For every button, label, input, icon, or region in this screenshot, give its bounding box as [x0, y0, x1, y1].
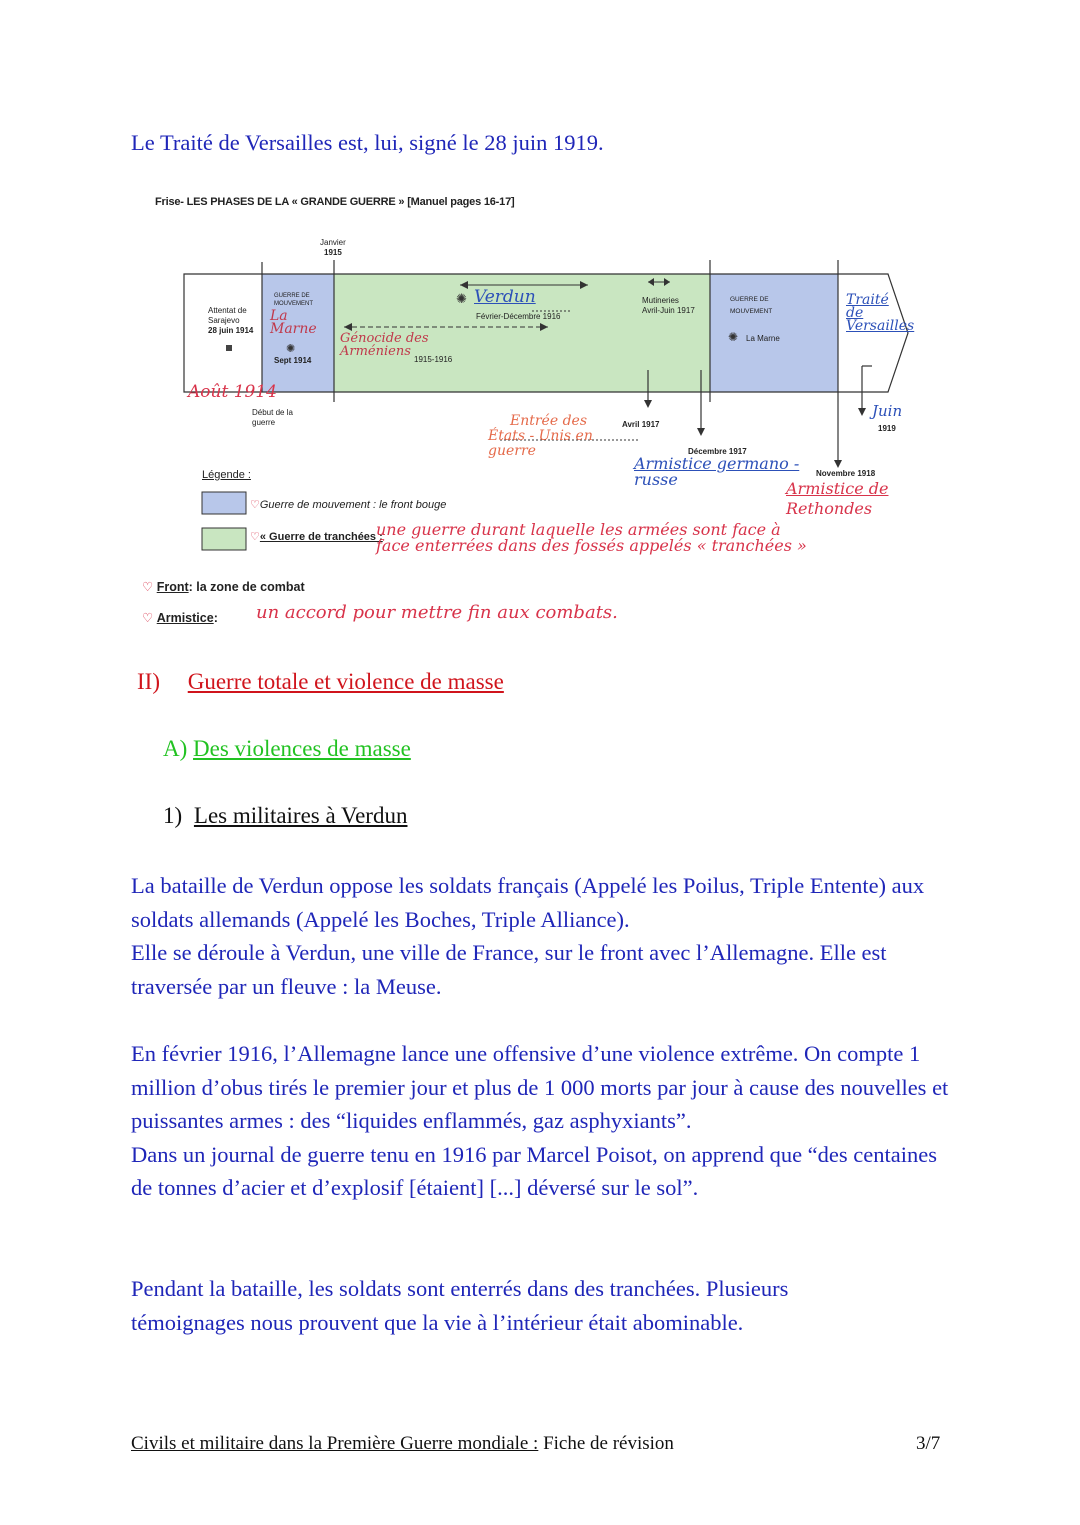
page-number: 3/7	[916, 1433, 941, 1454]
label-decembre-1917: Décembre 1917	[688, 447, 747, 456]
hand-aout-1914: Août 1914	[188, 382, 277, 402]
legend-box-tranchees	[202, 528, 246, 550]
legend-tranchees-label: ♡« Guerre de tranchées :	[250, 531, 383, 543]
explosion-icon: ✺	[728, 330, 739, 344]
heart-icon: ♡	[142, 611, 154, 625]
section-heading-a: A) Des violences de masse	[163, 736, 411, 761]
label-attentat: Attentat de Sarajevo 28 juin 1914	[208, 306, 254, 335]
heart-icon: ♡	[250, 499, 260, 511]
label-la-marne-2: La Marne	[746, 334, 780, 343]
hand-armistice-def: un accord pour mettre fin aux combats.	[256, 602, 618, 623]
section-heading-1: 1) Les militaires à Verdun	[163, 803, 408, 828]
intro-line: Le Traité de Versailles est, lui, signé le 28 juin 1919.	[131, 130, 604, 155]
hand-traite: Traité de Versailles	[846, 292, 915, 334]
hand-armistice-germano-russe: Armistice germano - russe	[634, 454, 800, 489]
label-guerre-mouvement-1: GUERRE DE MOUVEMENT	[274, 293, 313, 307]
label-guerre-mouvement-2: GUERRE DE MOUVEMENT	[730, 296, 773, 315]
label-mutineries: Mutineries Avril-Juin 1917	[642, 296, 695, 315]
legend-armistice: ♡ Armistice:	[142, 611, 218, 625]
hand-la-marne: La Marne	[270, 308, 317, 337]
hand-verdun: Verdun	[474, 287, 536, 307]
hand-genocide: Génocide des Arméniens	[340, 331, 429, 359]
explosion-icon: ✺	[456, 291, 467, 306]
paragraph-verdun-2: En février 1916, l’Allemagne lance une offensive d’une violence extrême. On compte 1 million d’obus tirés le premier jour et plus de 1 000 morts par jour à cause des nouvelles et puissantes armes : des “liquides enflammés, gaz asphyxiants”. Dans un journal de guerre tenu en 1916 par Marcel Poisot, on apprend que “des centaines de tonnes d’acier et d’explosif [étaient] [...] déversé sur le sol”.	[131, 1041, 949, 1200]
label-sept-1914: Sept 1914	[274, 356, 312, 365]
legend-box-mouvement	[202, 492, 246, 514]
hand-entree-etats-unis: Entrée des États - Unis en guerre	[488, 413, 593, 459]
label-genocide-dates: 1915-1916	[414, 355, 453, 364]
frise-title: Frise- LES PHASES DE LA « GRANDE GUERRE » [Manuel pages 16-17]	[155, 196, 515, 208]
explosion-icon: ✺	[286, 343, 296, 355]
paragraph-verdun-1: La bataille de Verdun oppose les soldats français (Appelé les Poilus, Triple Entente) aux soldats allemands (Appelé les Boches, Triple Alliance). Elle se déroule à Verdun, une ville de France, sur le front avec l’Allemagne. Elle est traversée par un fleuve : la Meuse.	[131, 873, 925, 999]
section-heading-2: II) Guerre totale et violence de masse	[137, 669, 504, 694]
hand-tranchees-def: une guerre durant laquelle les armées sont face à face enterrées dans des fossés appelés « tranchées »	[376, 520, 807, 555]
label-novembre-1918: Novembre 1918	[816, 469, 876, 478]
paragraph-verdun-3: Pendant la bataille, les soldats sont enterrés dans des tranchées. Plusieurs témoignages nous prouvent que la vie à l’intérieur était abominable.	[131, 1276, 789, 1335]
heart-icon: ♡	[250, 531, 260, 543]
footer: Civils et militaire dans la Première Guerre mondiale : Fiche de révision	[131, 1433, 674, 1454]
hand-armistice-rethondes: Armistice de Rethondes	[786, 479, 889, 518]
label-verdun-dates: Février-Décembre 1916	[476, 312, 561, 321]
legend-front: ♡ Front: la zone de combat	[142, 580, 305, 594]
label-avril-1917: Avril 1917	[622, 420, 660, 429]
label-debut-guerre: Début de la guerre	[252, 408, 293, 427]
label-janvier: Janvier 1915	[320, 238, 346, 257]
legend-mouvement: ♡Guerre de mouvement : le front bouge	[250, 499, 447, 511]
label-juin-year: 1919	[878, 424, 896, 433]
legend-title: Légende :	[202, 469, 251, 481]
hand-juin: Juin	[872, 402, 903, 420]
frise-figure	[140, 190, 940, 640]
heart-icon: ♡	[142, 580, 154, 594]
